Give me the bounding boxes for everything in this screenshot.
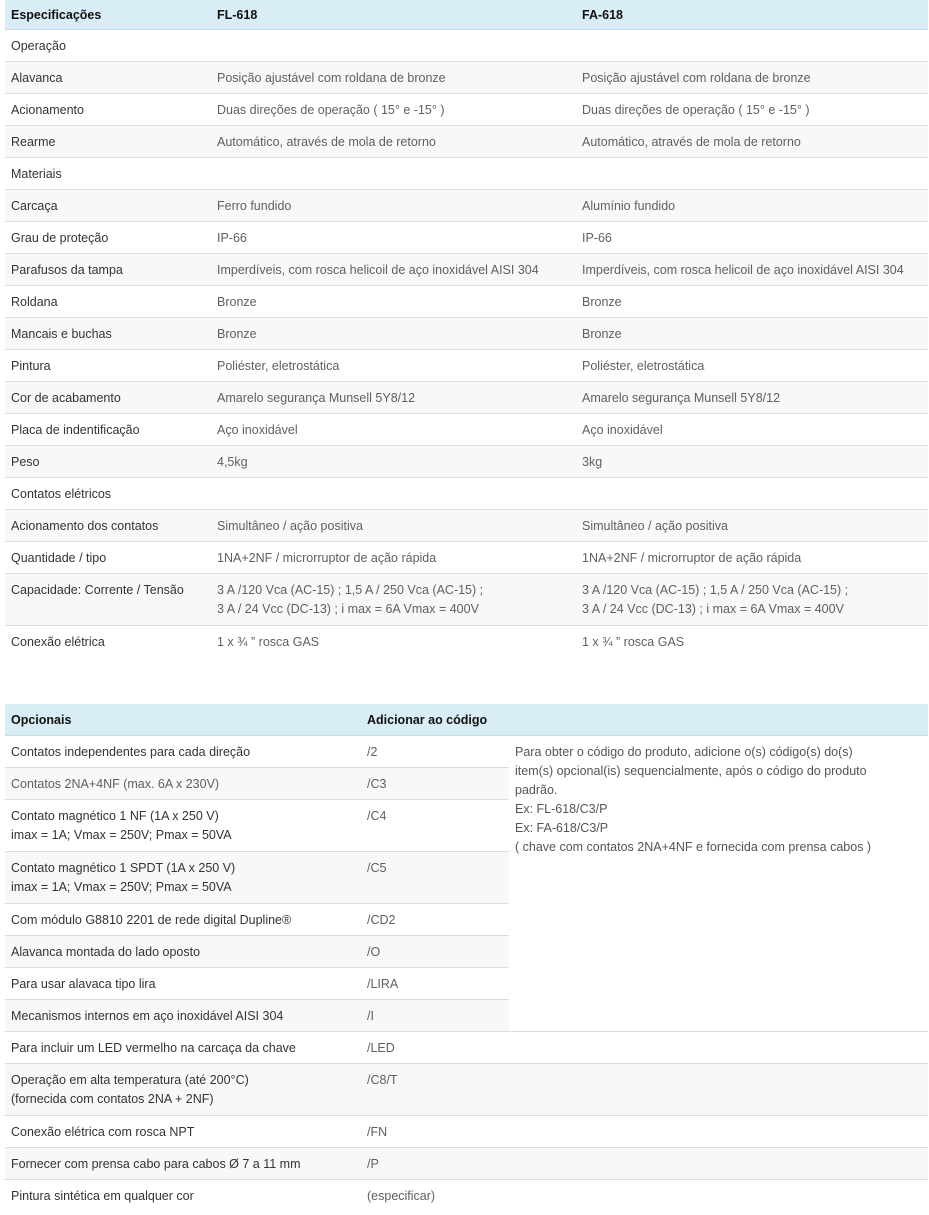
spec-label: Parafusos da tampa: [5, 254, 211, 286]
optional-label: [5, 1180, 361, 1212]
fa618-value: Duas direções de operação ( 15° e -15° ): [576, 94, 928, 126]
fa618-value: [576, 478, 928, 510]
fl618-value: Poliéster, eletrostática: [211, 350, 576, 382]
spec-label: Acionamento dos contatos: [5, 510, 211, 542]
optional-label-line: Operação em alta temperatura (até 200°C): [11, 1073, 249, 1087]
spec-header-row: [5, 0, 928, 30]
spec-row: [5, 190, 928, 222]
optionals-header-label: Opcionais: [5, 704, 361, 736]
spec-row: [5, 30, 928, 62]
ordering-note-line: padrão.: [515, 783, 558, 797]
optional-label: [5, 968, 361, 1000]
optional-label-line: Conexão elétrica com rosca NPT: [11, 1125, 195, 1139]
optional-label: [5, 768, 361, 800]
fa618-value: 1NA+2NF / microrruptor de ação rápida: [576, 542, 928, 574]
optional-label-line: Para usar alavaca tipo lira: [11, 977, 156, 991]
optional-label: [5, 1032, 361, 1064]
spec-row: [5, 626, 928, 658]
optional-code: /CD2: [361, 904, 509, 936]
fl618-value: [211, 158, 576, 190]
spec-label: Quantidade / tipo: [5, 542, 211, 574]
fl618-value: Posição ajustável com roldana de bronze: [211, 62, 576, 94]
optionals-table: [5, 704, 928, 1212]
fa618-value: Automático, através de mola de retorno: [576, 126, 928, 158]
spec-header-fl618: FL-618: [211, 0, 576, 30]
fl618-value-line: 3 A /120 Vca (AC-15) ; 1,5 A / 250 Vca (AC-15) ;: [217, 583, 484, 597]
fa618-value: Posição ajustável com roldana de bronze: [576, 62, 928, 94]
fa618-value: Aço inoxidável: [576, 414, 928, 446]
optional-row: [5, 1032, 928, 1064]
fl618-value: 1 x ¾ ” rosca GAS: [211, 626, 576, 658]
optional-label: [5, 1148, 361, 1180]
optional-label-line: imax = 1A; Vmax = 250V; Pmax = 50VA: [11, 828, 232, 842]
fl618-value: Aço inoxidável: [211, 414, 576, 446]
ordering-note-line: item(s) opcional(is) sequencialmente, após o código do produto: [515, 764, 867, 778]
spec-label: Conexão elétrica: [5, 626, 211, 658]
optional-label-line: (fornecida com contatos 2NA + 2NF): [11, 1092, 214, 1106]
optional-code: (especificar): [361, 1180, 509, 1212]
optional-row: [5, 736, 928, 768]
optionals-header-row: [5, 704, 928, 736]
spec-row: [5, 478, 928, 510]
optional-row: [5, 1148, 928, 1180]
optional-label-line: Mecanismos internos em aço inoxidável AISI 304: [11, 1009, 284, 1023]
optional-code: /FN: [361, 1116, 509, 1148]
optional-code: /LIRA: [361, 968, 509, 1000]
empty-cell: [509, 1064, 928, 1116]
spec-row: [5, 126, 928, 158]
specifications-table: [5, 0, 928, 658]
spec-label: Mancais e buchas: [5, 318, 211, 350]
ordering-note-line: Ex: FL-618/C3/P: [515, 802, 608, 816]
fa618-value: Amarelo segurança Munsell 5Y8/12: [576, 382, 928, 414]
spec-row: [5, 318, 928, 350]
spec-header-label: Especificações: [5, 0, 211, 30]
fa618-value: 3kg: [576, 446, 928, 478]
fl618-value: Imperdíveis, com rosca helicoil de aço inoxidável AISI 304: [211, 254, 576, 286]
spec-label: Operação: [11, 39, 66, 53]
fl618-value: IP-66: [211, 222, 576, 254]
fl618-value: Amarelo segurança Munsell 5Y8/12: [211, 382, 576, 414]
fa618-value: Bronze: [576, 286, 928, 318]
fl618-value: [211, 574, 576, 626]
optional-label-line: Contatos independentes para cada direção: [11, 745, 251, 759]
optional-label-line: imax = 1A; Vmax = 250V; Pmax = 50VA: [11, 880, 232, 894]
empty-cell: [509, 1148, 928, 1180]
optional-label: [5, 1000, 361, 1032]
optional-row: [5, 1180, 928, 1212]
spec-label: Cor de acabamento: [5, 382, 211, 414]
fl618-value: Duas direções de operação ( 15° e -15° ): [211, 94, 576, 126]
optional-code: /C8/T: [361, 1064, 509, 1116]
empty-cell: [509, 1180, 928, 1212]
fl618-value: 1NA+2NF / microrruptor de ação rápida: [211, 542, 576, 574]
spec-row: [5, 574, 928, 626]
ordering-note-line: Ex: FA-618/C3/P: [515, 821, 609, 835]
optional-label: [5, 736, 361, 768]
fl618-value: Automático, através de mola de retorno: [211, 126, 576, 158]
optional-label-line: Contato magnético 1 SPDT (1A x 250 V): [11, 861, 236, 875]
fa618-value-line: 3 A /120 Vca (AC-15) ; 1,5 A / 250 Vca (AC-15) ;: [582, 583, 849, 597]
spec-row: [5, 62, 928, 94]
spec-row: [5, 222, 928, 254]
spec-label: Peso: [5, 446, 211, 478]
spec-row: [5, 286, 928, 318]
optional-label-line: Alavanca montada do lado oposto: [11, 945, 201, 959]
spec-label: Rearme: [5, 126, 211, 158]
fl618-value-line: 3 A / 24 Vcc (DC-13) ; i max = 6A Vmax = 400V: [217, 602, 479, 616]
spec-row: [5, 254, 928, 286]
spec-label: Grau de proteção: [5, 222, 211, 254]
fa618-value: [576, 158, 928, 190]
optional-code: /C4: [361, 800, 509, 852]
spec-header-fa618: FA-618: [576, 0, 928, 30]
fl618-value: 4,5kg: [211, 446, 576, 478]
optional-code: /C5: [361, 852, 509, 904]
fl618-value: Bronze: [211, 286, 576, 318]
optional-code: /LED: [361, 1032, 509, 1064]
spec-label: Materiais: [5, 158, 211, 190]
spec-row: [5, 382, 928, 414]
fa618-value-line: 3 A / 24 Vcc (DC-13) ; i max = 6A Vmax = 400V: [582, 602, 844, 616]
spec-row: [5, 542, 928, 574]
fa618-value: [576, 574, 928, 626]
spec-label: Carcaça: [5, 190, 211, 222]
optional-label-line: Com módulo G8810 2201 de rede digital Dupline®: [11, 913, 292, 927]
ordering-note-line: Para obter o código do produto, adicione o(s) código(s) do(s): [515, 745, 853, 759]
spec-label: Placa de indentificação: [5, 414, 211, 446]
optional-label: [5, 1116, 361, 1148]
fa618-value: Imperdíveis, com rosca helicoil de aço inoxidável AISI 304: [576, 254, 928, 286]
fl618-value: [211, 30, 576, 62]
fa618-value: Poliéster, eletrostática: [576, 350, 928, 382]
fa618-value: IP-66: [576, 222, 928, 254]
optional-label-line: Contato magnético 1 NF (1A x 250 V): [11, 809, 219, 823]
spec-label: Acionamento: [5, 94, 211, 126]
fa618-value: 1 x ¾ ” rosca GAS: [576, 626, 928, 658]
fa618-value: [576, 30, 928, 62]
optional-label-line: Contatos 2NA+4NF (max. 6A x 230V): [11, 777, 220, 791]
spec-row: [5, 158, 928, 190]
spec-label: Alavanca: [5, 62, 211, 94]
optional-code: /2: [367, 745, 378, 759]
optional-label-line: Fornecer com prensa cabo para cabos Ø 7 a 11 mm: [11, 1157, 301, 1171]
fa618-value: Simultâneo / ação positiva: [576, 510, 928, 542]
empty-cell: [509, 1116, 928, 1148]
optional-label-line: Para incluir um LED vermelho na carcaça da chave: [11, 1041, 296, 1055]
fl618-value: Ferro fundido: [211, 190, 576, 222]
fl618-value: [211, 478, 576, 510]
spec-row: [5, 350, 928, 382]
optional-label: [5, 936, 361, 968]
optional-row: [5, 1064, 928, 1116]
ordering-note: [509, 736, 928, 1032]
optionals-header-note: [509, 704, 928, 736]
optional-row: [5, 1116, 928, 1148]
empty-cell: [509, 1032, 928, 1064]
optional-label: [5, 904, 361, 936]
optional-code: /O: [361, 936, 509, 968]
fa618-value: Alumínio fundido: [576, 190, 928, 222]
spec-label: Contatos elétricos: [5, 478, 211, 510]
ordering-note-line: ( chave com contatos 2NA+4NF e fornecida com prensa cabos ): [515, 840, 872, 854]
spec-row: [5, 510, 928, 542]
optionals-header-code: Adicionar ao código: [361, 704, 509, 736]
optional-label-line: Pintura sintética em qualquer cor: [11, 1189, 194, 1203]
fl618-value: Simultâneo / ação positiva: [211, 510, 576, 542]
spec-label: Capacidade: Corrente / Tensão: [5, 574, 211, 626]
optional-label: [5, 1064, 361, 1116]
spec-row: [5, 414, 928, 446]
optional-code: /P: [361, 1148, 509, 1180]
optional-label: [5, 852, 361, 904]
fl618-value: Bronze: [211, 318, 576, 350]
fa618-value: Bronze: [576, 318, 928, 350]
spec-label: Pintura: [5, 350, 211, 382]
spec-label: Roldana: [5, 286, 211, 318]
spec-row: [5, 446, 928, 478]
optional-label: [5, 800, 361, 852]
spec-row: [5, 94, 928, 126]
optional-code: /C3: [361, 768, 509, 800]
optional-code: /I: [361, 1000, 509, 1032]
